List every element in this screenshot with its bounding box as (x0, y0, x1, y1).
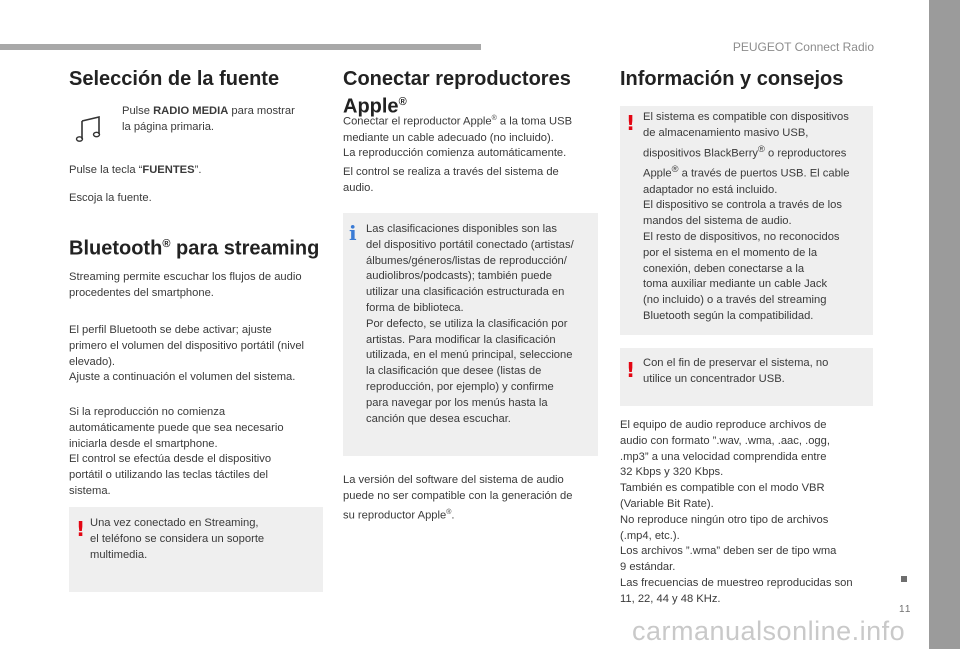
top-rule (0, 44, 481, 50)
page-number: 11 (899, 604, 912, 615)
exclamation-icon: ! (76, 517, 86, 541)
info-warning-text-1: El sistema es compatible con dispositivos de almacenamiento masivo USB, dispositivos BlackBerry® o reproductores Apple® a través de puertos USB. El cable adaptador no está incluido. El dispositivo se controla a través de los mandos del sistema de audio. El resto de dispositivos, no reconocidos por el sistema en el momento de la conexión, deben conectarse a la toma auxiliar mediante un cable Jack (no incluido) o a través del streaming Bluetooth según la compatibilidad. (643, 111, 850, 323)
music-note-icon (73, 113, 105, 145)
choose-source-text: Escoja la fuente. (69, 192, 152, 204)
apple-paragraph-3: La versión del software del sistema de audio puede no ser compatible con la generación de su reproductor Apple®. (343, 474, 573, 522)
info-warning-note-2 (620, 348, 873, 406)
bt-paragraph-3: Si la reproducción no comienza automáticamente puede que sea necesario iniciarla desde el smartphone. El control se efectúa desde el dispositivo portátil o utilizando las teclas táctiles del sistema. (69, 406, 284, 497)
apple-paragraph-2: El control se realiza a través del sistema de audio. (343, 166, 559, 194)
info-warning-note-1 (620, 106, 873, 335)
info-icon: i (349, 221, 357, 245)
page-sidebar (929, 0, 960, 649)
apple-info-note (343, 213, 598, 456)
header-title: PEUGEOT Connect Radio (732, 40, 874, 54)
bt-paragraph-1: Streaming permite escuchar los flujos de audio procedentes del smartphone. (69, 271, 302, 299)
bt-warning-text: Una vez conectado en Streaming, el teléfono se considera un soporte multimedia. (90, 517, 265, 561)
audio-formats-paragraph: El equipo de audio reproduce archivos de audio con formato ”.wav, .wma, .aac, .ogg, .mp3” a una velocidad comprendida entre 32 Kbps y 320 Kbps. También es compatible con el modo VBR (Variable Bit Rate). No reproduce ningún otro tipo de archivos (.mp4, etc.). Los archivos ”.wma” deben ser de tipo wma 9 estándar. Las frecuencias de muestreo reproducidas son 11, 22, 44 y 48 KHz. (620, 419, 853, 605)
radio-media-instruction: Pulse RADIO MEDIA para mostrar la página primaria. (122, 105, 295, 133)
section-title-info: Información y consejos (620, 68, 844, 90)
exclamation-icon: ! (626, 111, 636, 135)
apple-paragraph-1: Conectar el reproductor Apple® a la toma USB mediante un cable adecuado (no incluido). La reproducción comienza automáticamente. (343, 115, 573, 160)
info-warning-text-2: Con el fin de preservar el sistema, no utilice un concentrador USB. (643, 357, 829, 385)
fuentes-instruction: Pulse la tecla “FUENTES”. (69, 164, 202, 176)
section-title-apple: Conectar reproductores Apple® (343, 68, 571, 118)
continue-marker (901, 576, 907, 582)
apple-info-text: Las clasificaciones disponibles son las del dispositivo portátil conectado (artistas/ álbumes/géneros/listas de reproducción/ audiolibros/podcasts); también puede utilizar una clasificación estructurada en forma de biblioteca. Por defecto, se utiliza la clasificación por artistas. Para modificar la clasificación utilizada, en el menú principal, seleccione la clasificación que desee (listas de reproducción, por ejemplo) y confirme para navegar por los menús hasta la canción que desea escuchar. (366, 223, 574, 425)
bt-warning-note (69, 507, 323, 592)
section-title-bluetooth: Bluetooth® para streaming (69, 237, 320, 260)
bt-paragraph-2: El perfil Bluetooth se debe activar; ajuste primero el volumen del dispositivo portátil (nivel elevado). Ajuste a continuación el volumen del sistema. (69, 324, 305, 384)
watermark: carmanualsonline.info (632, 616, 906, 646)
section-title-source: Selección de la fuente (69, 68, 280, 90)
exclamation-icon: ! (626, 358, 636, 382)
